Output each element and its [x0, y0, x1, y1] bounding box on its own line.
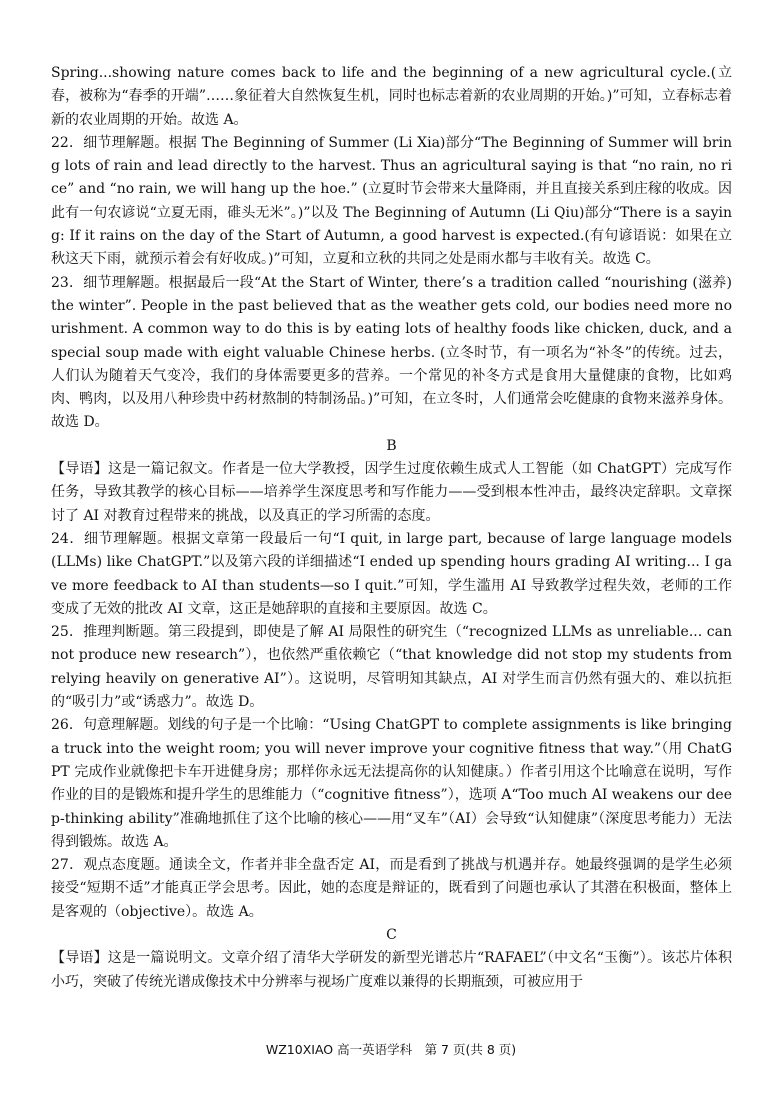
answer-24: 24．细节理解题。根据文章第一段最后一句“I quit, in large part, because of large language models (LLMs) like ChatGPT.”以及第六段的详细描述“I ended up spending hours grading AI writing... I gave more feedback to AI than students—so I quit.”可知，学生滥用 AI 导致教学过程失效，老师的工作变成了无效的批改 AI 文章，这正是她辞职的直接和主要原因。故选 C。 — [51, 530, 732, 617]
answer-25: 25．推理判断题。第三段提到，即使是了解 AI 局限性的研究生（“recognized LLMs as unreliable... cannot produce new research”），也依然严重依赖它（“that knowledge did not stop my students from relying heavily on generative AI”）。这说明，尽管明知其缺点，AI 对学生而言仍然有强大的、难以抗拒的“吸引力”或“诱惑力”。故选 D。 — [51, 624, 732, 711]
section-heading-b: B — [386, 437, 397, 454]
page-footer: WZ10XIAO 高一英语学科 第 7 页(共 8 页) — [265, 1042, 517, 1057]
answer-26: 26．句意理解题。划线的句子是一个比喻：“Using ChatGPT to complete assignments is like bringing a truck into the weight room; you will never improve your cognitive fitness that way.”（用 ChatGPT 完成作业就像把卡车开进健身房；那样你永远无法提高你的认知健康。）作者引用这个比喻意在说明，写作作业的目的是锻炼和提升学生的思维能力（“cognitive fitness”），选项 A“Too much AI weakens our deep-thinking ability”准确地抓住了这个比喻的核心——用“叉车”（AI）会导致“认知健康”（深度思考能力）无法得到锻炼。故选 A。 — [51, 717, 732, 850]
section-heading-c: C — [386, 926, 397, 943]
answer-27: 27．观点态度题。通读全文，作者并非全盘否定 AI，而是看到了挑战与机遇并存。她最终强调的是学生必须接受“短期不适”才能真正学会思考。因此，她的态度是辩证的，既看到了问题也承认了其潜在积极面，整体上是客观的（objective）。故选 A。 — [51, 857, 732, 920]
answer-22: 22．细节理解题。根据 The Beginning of Summer (Li Xia)部分“The Beginning of Summer will bring lots of rain and lead directly to the harvest. Thus an agricultural saying is that “no rain, no rice” and “no rain, we will hang up the hoe.” (立夏时节会带来大量降雨，并且直接关系到庄稼的收成。因此有一句农谚说“立夏无雨，碓头无米”。)”以及 The Beginning of Autumn (Li Qiu)部分“There is a saying: If it rains on the day of the Start of Autumn, a good harvest is expected.(有句谚语说：如果在立秋这天下雨，就预示着会有好收成。)”可知，立夏和立秋的共同之处是雨水都与丰收有关。故选 C。 — [51, 134, 732, 268]
answer-explanations — [51, 62, 732, 994]
answer-23: 23．细节理解题。根据最后一段“At the Start of Winter, there’s a tradition called “nourishing (滋养) the winter”. People in the past believed that as the weather gets cold, our bodies need more nourishment. A common way to do this is by eating lots of healthy foods like chicken, duck, and a special soup made with eight valuable Chinese herbs. (立冬时节，有一项名为“补冬”的传统。过去，人们认为随着天气变冷，我们的身体需要更多的营养。一个常见的补冬方式是食用大量健康的食物，比如鸡肉、鸭肉，以及用八种珍贵中药材熬制的特制汤品。)”可知，在立冬时，人们通常会吃健康的食物来滋养身体。故选 D。 — [51, 274, 732, 431]
guide-section-b: 【导语】这是一篇记叙文。作者是一位大学教授，因学生过度依赖生成式人工智能（如 ChatGPT）完成写作任务，导致其教学的核心目标——培养学生深度思考和写作能力——受到根本性冲击，最终决定辞职。文章探讨了 AI 对教育过程带来的挑战，以及真正的学习所需的态度。 — [51, 461, 732, 524]
paragraph-spring-continuation: Spring...showing nature comes back to life and the beginning of a new agricultural cycle.(立春，被称为“春季的开端”……象征着大自然恢复生机，同时也标志着新的农业周期的开始。)”可知，立春标志着新的农业周期的开始。故选 A。 — [51, 65, 732, 128]
guide-section-c: 【导语】这是一篇说明文。文章介绍了清华大学研发的新型光谱芯片“RAFAEL”（中文名“玉衡”）。该芯片体积小巧，突破了传统光谱成像技术中分辨率与视场广度难以兼得的长期瓶颈，可被应用于 — [51, 950, 732, 990]
